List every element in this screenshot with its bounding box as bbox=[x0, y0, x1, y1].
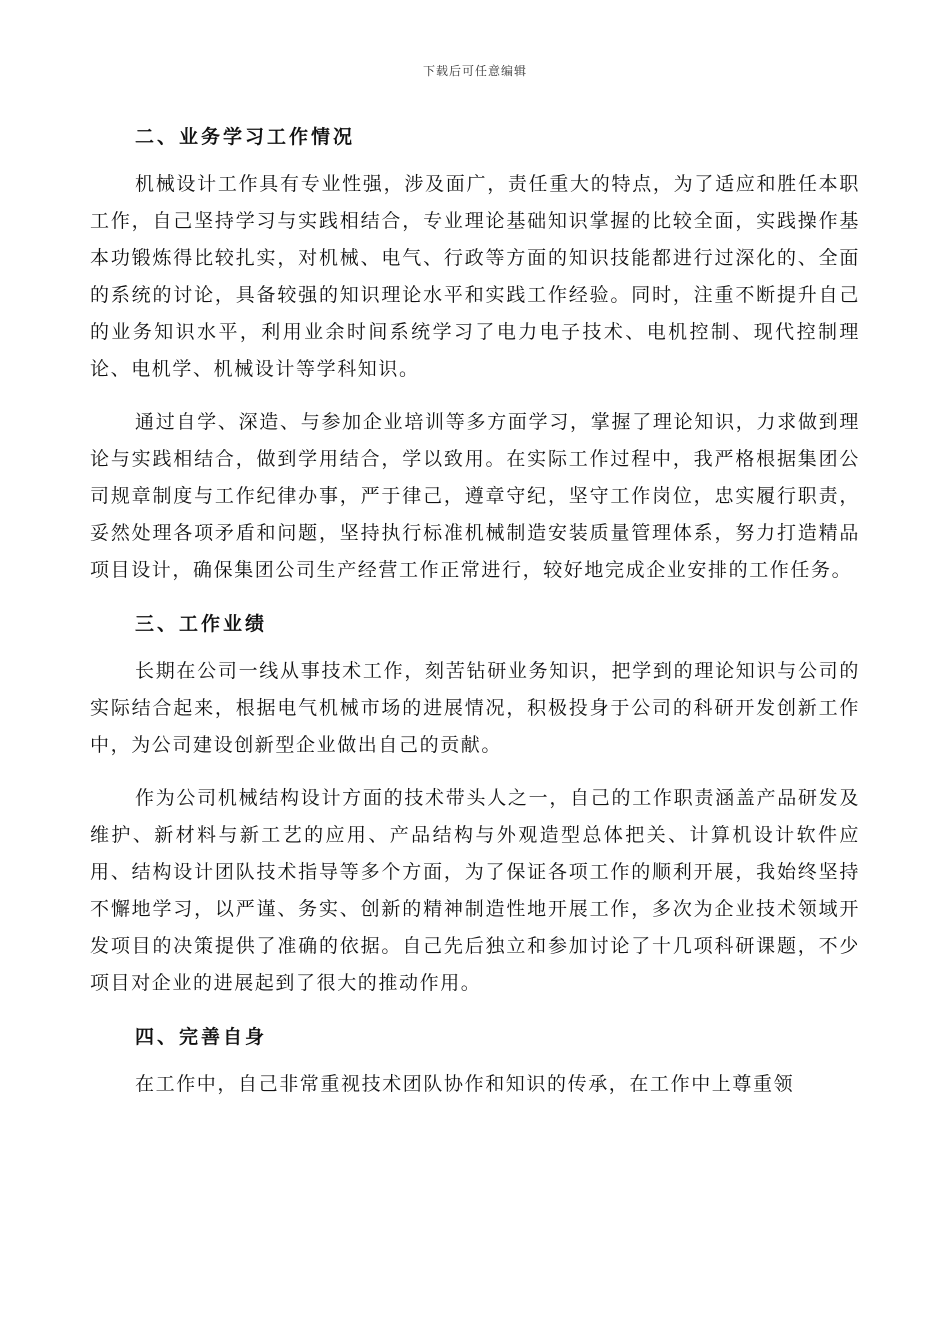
paragraph-achievements-2: 作为公司机械结构设计方面的技术带头人之一，自己的工作职责涵盖产品研发及维护、新材料与新工艺的应用、产品结构与外观造型总体把关、计算机设计软件应用、结构设计团队技术指导等多个方面，为了保证各项工作的顺利开展，我始终坚持不懈地学习，以严谨、务实、创新的精神制造性地开展工作，多次为企业技术领域开发项目的决策提供了准确的依据。自己先后独立和参加讨论了十几项科研课题，不少项目对企业的进展起到了很大的推动作用。 bbox=[90, 787, 860, 994]
document-body bbox=[90, 118, 860, 1103]
paragraph-self-improvement-1: 在工作中，自己非常重视技术团队协作和知识的传承，在工作中上尊重领 bbox=[135, 1073, 795, 1095]
section-heading-achievements: 三、工作业绩 bbox=[135, 613, 268, 635]
paragraph-achievements-1: 长期在公司一线从事技术工作，刻苦钻研业务知识，把学到的理论知识与公司的实际结合起来，根据电气机械市场的进展情况，积极投身于公司的科研开发创新工作中，为公司建设创新型企业做出自己的贡献。 bbox=[90, 660, 860, 756]
section-heading-business-study: 二、业务学习工作情况 bbox=[135, 126, 356, 148]
section-heading-self-improvement: 四、完善自身 bbox=[135, 1026, 268, 1048]
header-note: 下载后可任意编辑 bbox=[422, 64, 527, 78]
paragraph-business-study-1: 机械设计工作具有专业性强，涉及面广，责任重大的特点，为了适应和胜任本职工作，自己坚持学习与实践相结合，专业理论基础知识掌握的比较全面，实践操作基本功锻炼得比较扎实，对机械、电气、行政等方面的知识技能都进行过深化的、全面的系统的讨论，具备较强的知识理论水平和实践工作经验。同时，注重不断提升自己的业务知识水平，利用业余时间系统学习了电力电子技术、电机控制、现代控制理论、电机学、机械设计等学科知识。 bbox=[90, 173, 860, 380]
paragraph-business-study-2: 通过自学、深造、与参加企业培训等多方面学习，掌握了理论知识，力求做到理论与实践相结合，做到学用结合，学以致用。在实际工作过程中，我严格根据集团公司规章制度与工作纪律办事，严于律己，遵章守纪，坚守工作岗位，忠实履行职责，妥然处理各项矛盾和问题，坚持执行标准机械制造安装质量管理体系，努力打造精品项目设计，确保集团公司生产经营工作正常进行，较好地完成企业安排的工作任务。 bbox=[90, 411, 860, 581]
